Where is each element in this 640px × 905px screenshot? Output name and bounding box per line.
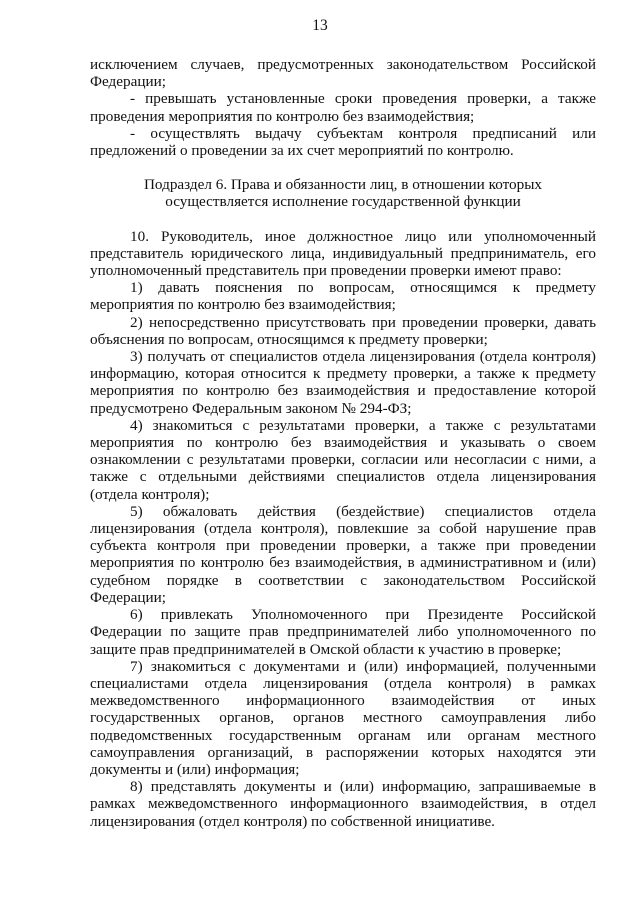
intro-paragraph: исключением случаев, предусмотренных законодательством Российской Федерации; — [90, 56, 596, 91]
subsection-heading: Подраздел 6. Права и обязанности лиц, в отношении которых осуществляется исполнение государственной функции — [143, 176, 543, 211]
document-body — [90, 56, 596, 830]
right-item-5: 5) обжаловать действия (бездействие) специалистов отдела лицензирования (отдела контроля), повлекшие за собой нарушение прав субъекта контроля при проведении проверки, а также при проведении мероприятия по контролю без взаимодействия, в административном и (или) судебном порядке в соответствии с законодательством Российской Федерации; — [90, 502, 596, 606]
right-item-7: 7) знакомиться с документами и (или) информацией, полученными специалистами отдела лицензирования (отдела контроля) в рамках межведомственного информационного взаимодействия от иных государственных органов, органов местного самоуправления либо подведомственных государственным органам или органам местного самоуправления организаций, в распоряжении которых находятся эти документы и (или) информация; — [90, 657, 596, 778]
right-item-1: 1) давать пояснения по вопросам, относящимся к предмету мероприятия по контролю без взаимодействия; — [90, 279, 596, 314]
right-item-8: 8) представлять документы и (или) информацию, запрашиваемые в рамках межведомственного информационного взаимодействия, в отдел лицензирования (отдел контроля) по собственной инициативе. — [90, 778, 596, 830]
right-item-2: 2) непосредственно присутствовать при проведении проверки, давать объяснения по вопросам, относящимся к предмету проверки; — [90, 313, 596, 348]
list-item-exceed-deadlines: - превышать установленные сроки проведения проверки, а также проведения мероприятия по контролю без взаимодействия; — [90, 90, 596, 125]
page-number: 13 — [312, 17, 328, 34]
right-item-6: 6) привлекать Уполномоченного при Президенте Российской Федерации по защите прав предпринимателей либо уполномоченного по защите прав предпринимателей в Омской области к участию в проверке; — [90, 606, 596, 658]
clause-10: 10. Руководитель, иное должностное лицо или уполномоченный представитель юридического лица, индивидуальный предприниматель, его уполномоченный представитель при проведении проверки имеют право: — [90, 227, 596, 280]
right-item-4: 4) знакомиться с результатами проверки, а также с результатами мероприятия по контролю без взаимодействия и указывать о своем ознакомлении с результатами проверки, согласии или несогласии с ними, а также с отдельными действиями специалистов отдела лицензирования (отдела контроля); — [90, 416, 596, 503]
list-item-issue-orders: - осуществлять выдачу субъектам контроля предписаний или предложений о проведении за их счет мероприятий по контролю. — [90, 124, 596, 160]
right-item-3: 3) получать от специалистов отдела лицензирования (отдела контроля) информацию, которая относится к предмету проверки, а также к предмету мероприятия по контролю без взаимодействия и предоставление которой предусмотрено Федеральным законом № 294-ФЗ; — [90, 348, 596, 417]
